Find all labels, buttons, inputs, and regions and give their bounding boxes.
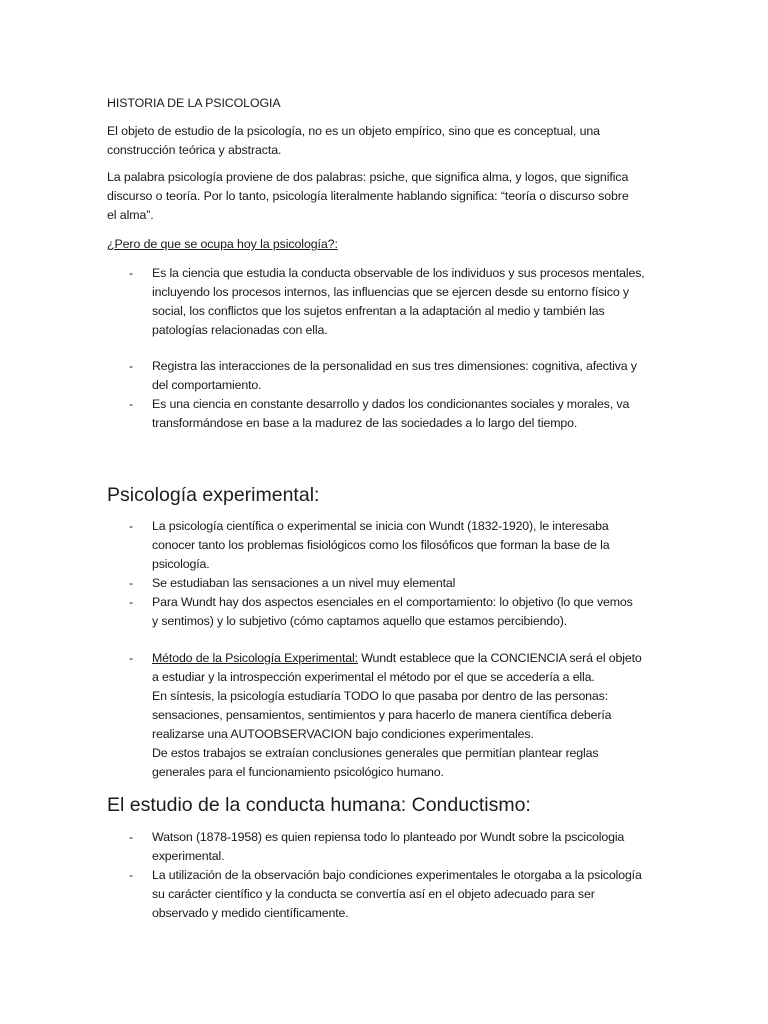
text-line: sensaciones, pensamientos, sentimientos y para hacerlo de manera científica debería [152, 708, 612, 722]
list-item [152, 828, 662, 866]
text-line: Watson (1878-1958) es quien repiensa todo lo planteado por Wundt sobre la pscicologia [152, 830, 625, 844]
list-item [152, 593, 662, 631]
list-item [152, 574, 662, 593]
text-line: del comportamiento. [152, 378, 262, 392]
text-line: Es una ciencia en constante desarrollo y dados los condicionantes sociales y morales, va [152, 397, 630, 411]
intro-paragraph-1 [107, 122, 667, 160]
text-line: experimental. [152, 849, 225, 863]
list-item [152, 866, 662, 923]
bullet-dash: - [129, 266, 134, 280]
intro-paragraph-2 [107, 168, 667, 225]
text-line: Es la ciencia que estudia la conducta observable de los individuos y sus procesos mentales, [152, 266, 645, 280]
text-line: La psicología científica o experimental se inicia con Wundt (1832-1920), le interesaba [152, 519, 609, 533]
text-line: Wundt establece que la CONCIENCIA será el objeto [357, 651, 642, 665]
text-line: construcción teórica y abstracta. [107, 143, 282, 157]
list-item [152, 357, 662, 395]
method-label: Método de la Psicología Experimental: [152, 651, 358, 665]
bullet-dash: - [129, 830, 134, 844]
text-line: realizarse una AUTOOBSERVACION bajo condiciones experimentales. [152, 727, 534, 741]
text-line: transformándose en base a la madurez de las sociedades a lo largo del tiempo. [152, 416, 578, 430]
bullet-dash: - [129, 359, 134, 373]
text-line: discurso o teoría. Por lo tanto, psicología literalmente hablando significa: “teoría o discurso sobre [107, 189, 629, 203]
text-line: observado y medido científicamente. [152, 906, 349, 920]
text-line: y sentimos) y lo subjetivo (cómo captamos aquello que estamos percibiendo). [152, 614, 568, 628]
section-heading-conductismo: El estudio de la conducta humana: Conductismo: [107, 794, 531, 816]
text-line: psicología. [152, 557, 210, 571]
bullet-dash: - [129, 397, 134, 411]
text-line: En síntesis, la psicología estudiaría TODO lo que pasaba por dentro de las personas: [152, 689, 608, 703]
bullet-dash: - [129, 651, 134, 665]
bullet-dash: - [129, 595, 134, 609]
text-line: social, los conflictos que los sujetos enfrentan a la adaptación al medio y también las [152, 304, 605, 318]
text-line: conocer tanto los problemas fisiológicos como los filosóficos que forman la base de la [152, 538, 610, 552]
text-line: La utilización de la observación bajo condiciones experimentales le otorgaba a la psicología [152, 868, 642, 882]
question-heading: ¿Pero de que se ocupa hoy la psicología?: [107, 237, 338, 251]
section-heading-experimental: Psicología experimental: [107, 484, 320, 506]
document-title: HISTORIA DE LA PSICOLOGIA [107, 96, 281, 110]
text-line: a estudiar y la introspección experimental el método por el que se accedería a ella. [152, 670, 595, 684]
text-line: De estos trabajos se extraían conclusiones generales que permitían plantear reglas [152, 746, 599, 760]
list-item [152, 395, 662, 433]
text-line: El objeto de estudio de la psicología, no es un objeto empírico, sino que es conceptual, una [107, 124, 600, 138]
list-item-method [152, 649, 662, 782]
text-line: el alma”. [107, 208, 154, 222]
text-line: Para Wundt hay dos aspectos esenciales en el comportamiento: lo objetivo (lo que vemos [152, 595, 633, 609]
list-item [152, 264, 662, 340]
bullet-dash: - [129, 519, 134, 533]
text-line: patologías relacionadas con ella. [152, 323, 328, 337]
text-line: Registra las interacciones de la personalidad en sus tres dimensiones: cognitiva, afectiva y [152, 359, 637, 373]
text-line: generales para el funcionamiento psicológico humano. [152, 765, 444, 779]
bullet-dash: - [129, 868, 134, 882]
bullet-dash: - [129, 576, 134, 590]
text-line: su carácter científico y la conducta se convertía así en el objeto adecuado para ser [152, 887, 595, 901]
text-line: incluyendo los procesos internos, las influencias que se ejercen desde su entorno físico y [152, 285, 629, 299]
text-line: Se estudiaban las sensaciones a un nivel muy elemental [152, 576, 456, 590]
text-line: La palabra psicología proviene de dos palabras: psiche, que significa alma, y logos, que significa [107, 170, 629, 184]
list-item [152, 517, 662, 574]
